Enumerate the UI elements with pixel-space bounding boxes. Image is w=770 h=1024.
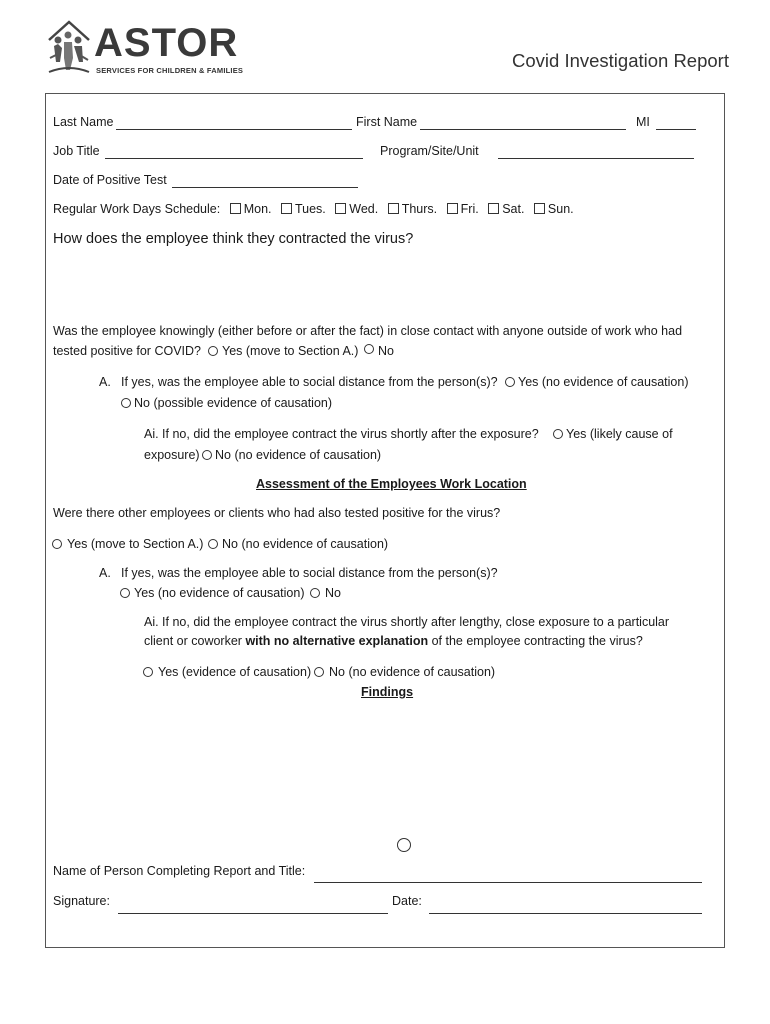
section-heading-work-location: Assessment of the Employees Work Location <box>256 477 527 491</box>
first-name-field[interactable] <box>420 129 626 130</box>
day-sat: Sat. <box>502 202 525 216</box>
radio-findings[interactable] <box>397 838 411 852</box>
day-tue: Tues. <box>294 202 326 216</box>
checkbox-sun[interactable] <box>534 203 545 214</box>
radio-exposure-no[interactable] <box>202 450 212 460</box>
signature-label: Signature: <box>53 894 110 908</box>
radio-work-distance-yes-label: Yes (no evidence of causation) <box>134 586 305 600</box>
date-positive-field[interactable] <box>172 187 358 188</box>
section2-ai-post: of the employee contracting the virus? <box>428 634 643 648</box>
question-outside-contact-2: tested positive for COVID? <box>53 344 201 358</box>
section-ai-question: Ai. If no, did the employee contract the virus shortly after the exposure? <box>144 427 539 441</box>
radio-distance-no[interactable] <box>121 398 131 408</box>
last-name-label: Last Name <box>53 115 114 129</box>
radio-lengthy-yes[interactable] <box>143 667 153 677</box>
radio-exposure-yes-label-2: exposure) <box>144 448 200 462</box>
section2-a-label: A. <box>99 566 111 580</box>
date-label: Date: <box>392 894 422 908</box>
day-fri: Fri. <box>460 202 479 216</box>
radio-work-distance-yes[interactable] <box>120 588 130 598</box>
radio-coworkers-no[interactable] <box>208 539 218 549</box>
question-outside-contact: Was the employee knowingly (either before or after the fact) in close contact with anyone outside of work who had <box>53 324 683 338</box>
radio-coworkers-no-label: No (no evidence of causation) <box>222 537 389 551</box>
signature-field[interactable] <box>118 913 388 914</box>
radio-coworkers-yes[interactable] <box>52 539 62 549</box>
radio-coworkers-yes-label: Yes (move to Section A.) <box>67 537 204 551</box>
radio-exposure-yes[interactable] <box>553 429 563 439</box>
section-a-question: If yes, was the employee able to social distance from the person(s)? <box>121 375 498 389</box>
checkbox-fri[interactable] <box>447 203 458 214</box>
page-title: Covid Investigation Report <box>512 50 729 71</box>
schedule-row <box>53 201 574 217</box>
day-thu: Thurs. <box>401 202 438 216</box>
day-wed: Wed. <box>349 202 379 216</box>
first-name-label: First Name <box>356 115 418 129</box>
last-name-field[interactable] <box>116 129 352 130</box>
day-mon: Mon. <box>243 202 272 216</box>
radio-distance-yes-label: Yes (no evidence of causation) <box>518 375 689 389</box>
section-a-label: A. <box>99 375 111 389</box>
question-coworkers-positive: Were there other employees or clients who had also tested positive for the virus? <box>53 506 501 520</box>
job-title-label: Job Title <box>53 144 100 158</box>
logo <box>46 18 246 78</box>
radio-work-distance-no[interactable] <box>310 588 320 598</box>
program-field[interactable] <box>498 158 694 159</box>
job-title-field[interactable] <box>105 158 363 159</box>
radio-outside-no[interactable] <box>364 344 374 354</box>
checkbox-wed[interactable] <box>335 203 346 214</box>
mi-field[interactable] <box>656 129 696 130</box>
section2-ai-pre: client or coworker <box>144 634 246 648</box>
checkbox-thu[interactable] <box>388 203 399 214</box>
radio-work-distance-no-label: No <box>325 586 341 600</box>
schedule-label: Regular Work Days Schedule: <box>53 202 221 216</box>
day-sun: Sun. <box>547 202 574 216</box>
radio-distance-no-label: No (possible evidence of causation) <box>134 396 333 410</box>
radio-outside-yes-label: Yes (move to Section A.) <box>222 344 359 358</box>
question-contraction: How does the employee think they contracted the virus? <box>53 231 414 247</box>
date-positive-label: Date of Positive Test <box>53 173 167 187</box>
checkbox-sat[interactable] <box>488 203 499 214</box>
radio-exposure-yes-label: Yes (likely cause of <box>566 427 673 441</box>
mi-label: MI <box>636 115 650 129</box>
radio-outside-yes[interactable] <box>208 346 218 356</box>
radio-outside-no-label: No <box>378 344 394 358</box>
logo-subtitle: SERVICES FOR CHILDREN & FAMILIES <box>96 66 244 75</box>
section2-ai-bold: with no alternative explanation <box>245 634 429 648</box>
section2-ai-question-2 <box>144 633 643 649</box>
checkbox-tue[interactable] <box>281 203 292 214</box>
radio-exposure-no-label: No (no evidence of causation) <box>215 448 382 462</box>
logo-name: ASTOR <box>94 21 239 65</box>
radio-distance-yes[interactable] <box>505 377 515 387</box>
family-logo-icon <box>46 18 92 74</box>
name-title-field[interactable] <box>314 882 702 883</box>
radio-lengthy-yes-label: Yes (evidence of causation) <box>158 665 312 679</box>
section2-ai-question: Ai. If no, did the employee contract the virus shortly after lengthy, close exposure to a particular <box>144 615 670 629</box>
date-field[interactable] <box>429 913 702 914</box>
program-label: Program/Site/Unit <box>380 144 479 158</box>
name-title-label: Name of Person Completing Report and Title: <box>53 864 306 878</box>
section2-a-question: If yes, was the employee able to social distance from the person(s)? <box>121 566 498 580</box>
radio-lengthy-no-label: No (no evidence of causation) <box>329 665 496 679</box>
findings-heading: Findings <box>361 685 414 699</box>
radio-lengthy-no[interactable] <box>314 667 324 677</box>
checkbox-mon[interactable] <box>230 203 241 214</box>
